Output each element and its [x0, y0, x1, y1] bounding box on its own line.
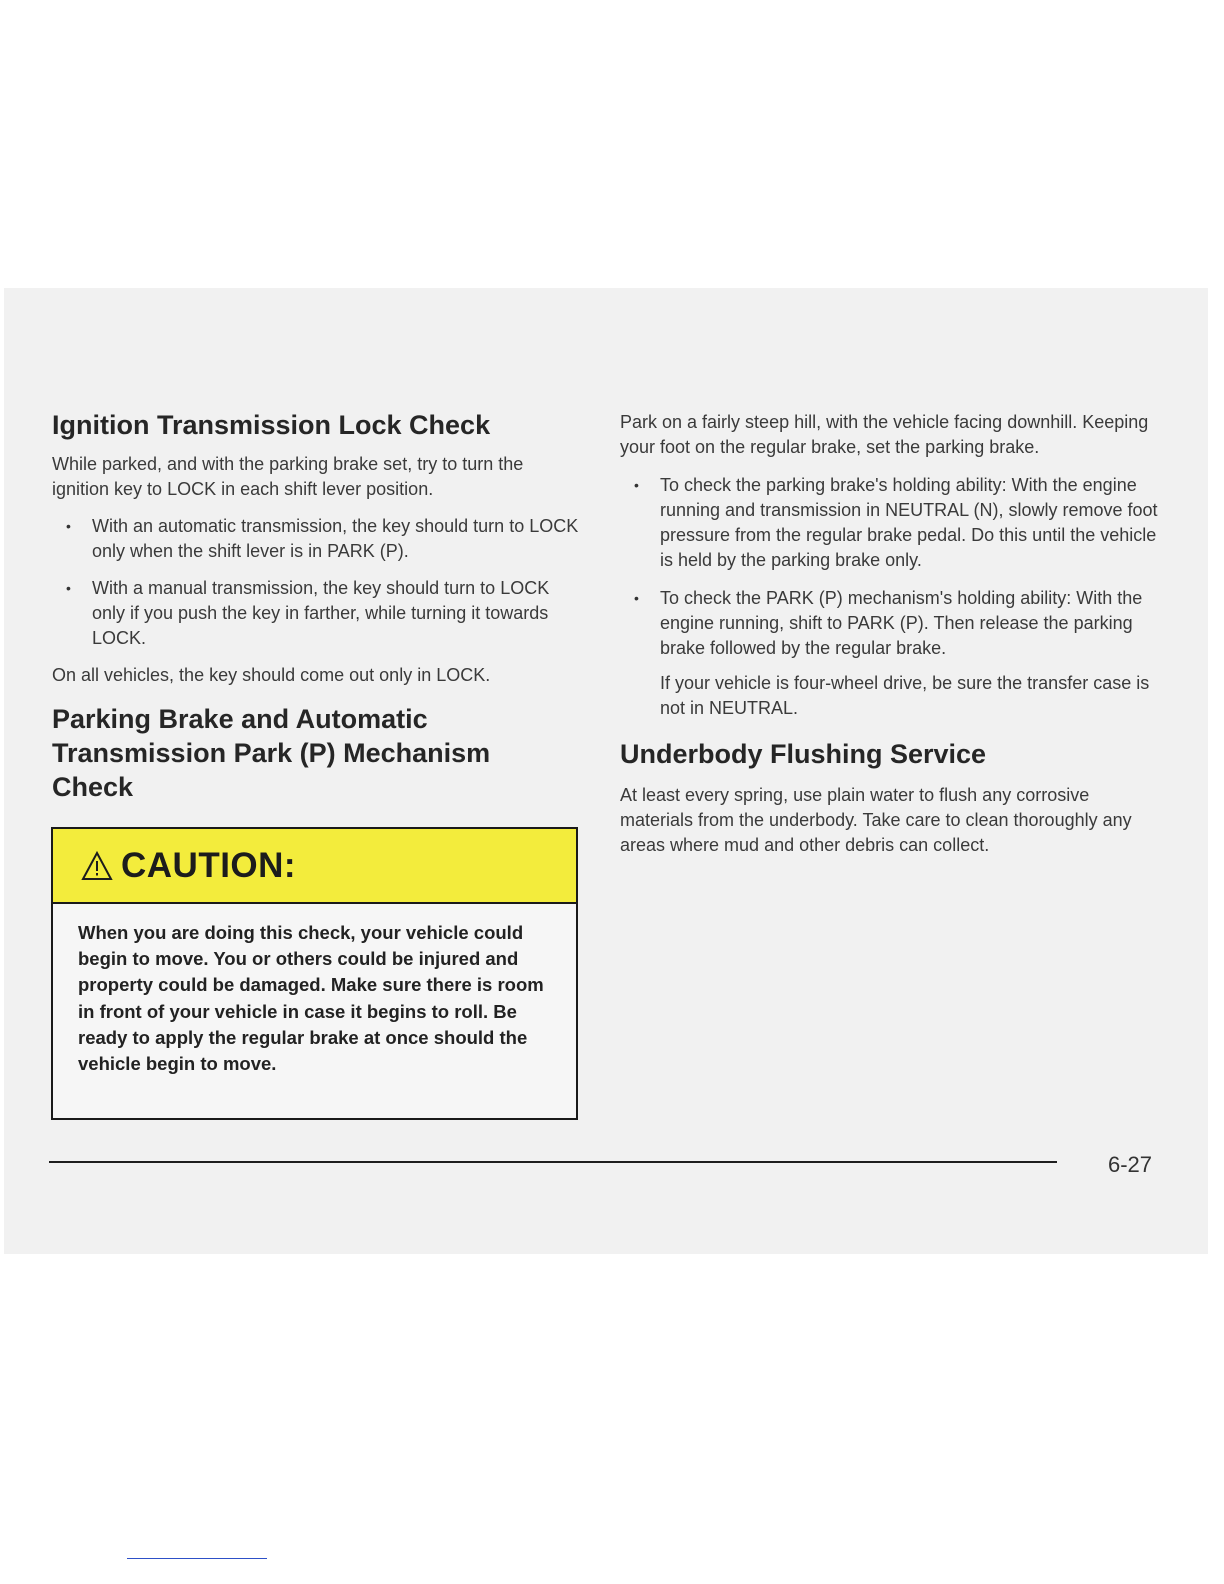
ignition-intro: While parked, and with the parking brake set, try to turn the ignition key to LOCK in each shift lever position. [52, 454, 524, 499]
page-number: 6-27 [1108, 1152, 1153, 1177]
section-title-parking-brake [52, 702, 582, 804]
footer-rule [49, 1161, 1057, 1163]
caution-title: CAUTION: [121, 845, 297, 885]
divider [127, 1558, 267, 1559]
caution-header [53, 829, 576, 904]
bullet-icon: • [634, 590, 639, 606]
list-item [620, 586, 1160, 661]
list-item-text: To check the parking brake's holding ability: With the engine running and transmission in NEUTRAL (N), slowly remove foot pressure from the regular brake pedal. Do this until the vehicle is held by the parking brake only. [660, 475, 1158, 570]
underbody-text: At least every spring, use plain water to flush any corrosive materials from the underbody. Take care to clean thoroughly any areas where mud and other debris can collect. [620, 785, 1132, 855]
bullet-icon: • [66, 518, 71, 534]
caution-text: When you are doing this check, your vehicle could begin to move. You or others could be injured and property could be damaged. Make sure there is room in front of your vehicle in case it begins to roll. Be ready to apply the regular brake at once should the vehicle begin to move. [78, 922, 544, 1075]
section-title-line: Transmission Park (P) Mechanism [52, 738, 491, 768]
ignition-closing: On all vehicles, the key should come out only in LOCK. [52, 665, 491, 685]
section-title-line: Parking Brake and Automatic [52, 704, 428, 734]
list-item [52, 576, 582, 651]
section-title-underbody: Underbody Flushing Service [620, 739, 987, 769]
left-column [52, 408, 582, 804]
parking-check-bullet-list [620, 473, 1160, 661]
list-item [620, 473, 1160, 573]
bullet-icon: • [66, 580, 71, 596]
section-title-line: Check [52, 772, 134, 802]
list-item-text: With a manual transmission, the key should turn to LOCK only if you push the key in farther, while turning it towards LOCK. [92, 578, 550, 648]
section-title-ignition-lock: Ignition Transmission Lock Check [52, 410, 491, 440]
warning-triangle-icon [81, 851, 113, 881]
parking-check-intro: Park on a fairly steep hill, with the vehicle facing downhill. Keeping your foot on the regular brake, set the parking brake. [620, 412, 1149, 457]
caution-box [51, 827, 578, 1120]
list-item-text: To check the PARK (P) mechanism's holding ability: With the engine running, shift to PARK (P). Then release the parking brake followed by the regular brake. [660, 588, 1143, 658]
bullet-icon: • [634, 477, 639, 493]
list-item-text: With an automatic transmission, the key should turn to LOCK only when the shift lever is in PARK (P). [92, 516, 579, 561]
list-item [52, 514, 582, 564]
ignition-bullet-list [52, 514, 582, 651]
four-wheel-drive-note: If your vehicle is four-wheel drive, be sure the transfer case is not in NEUTRAL. [660, 673, 1150, 718]
right-column [620, 410, 1160, 858]
